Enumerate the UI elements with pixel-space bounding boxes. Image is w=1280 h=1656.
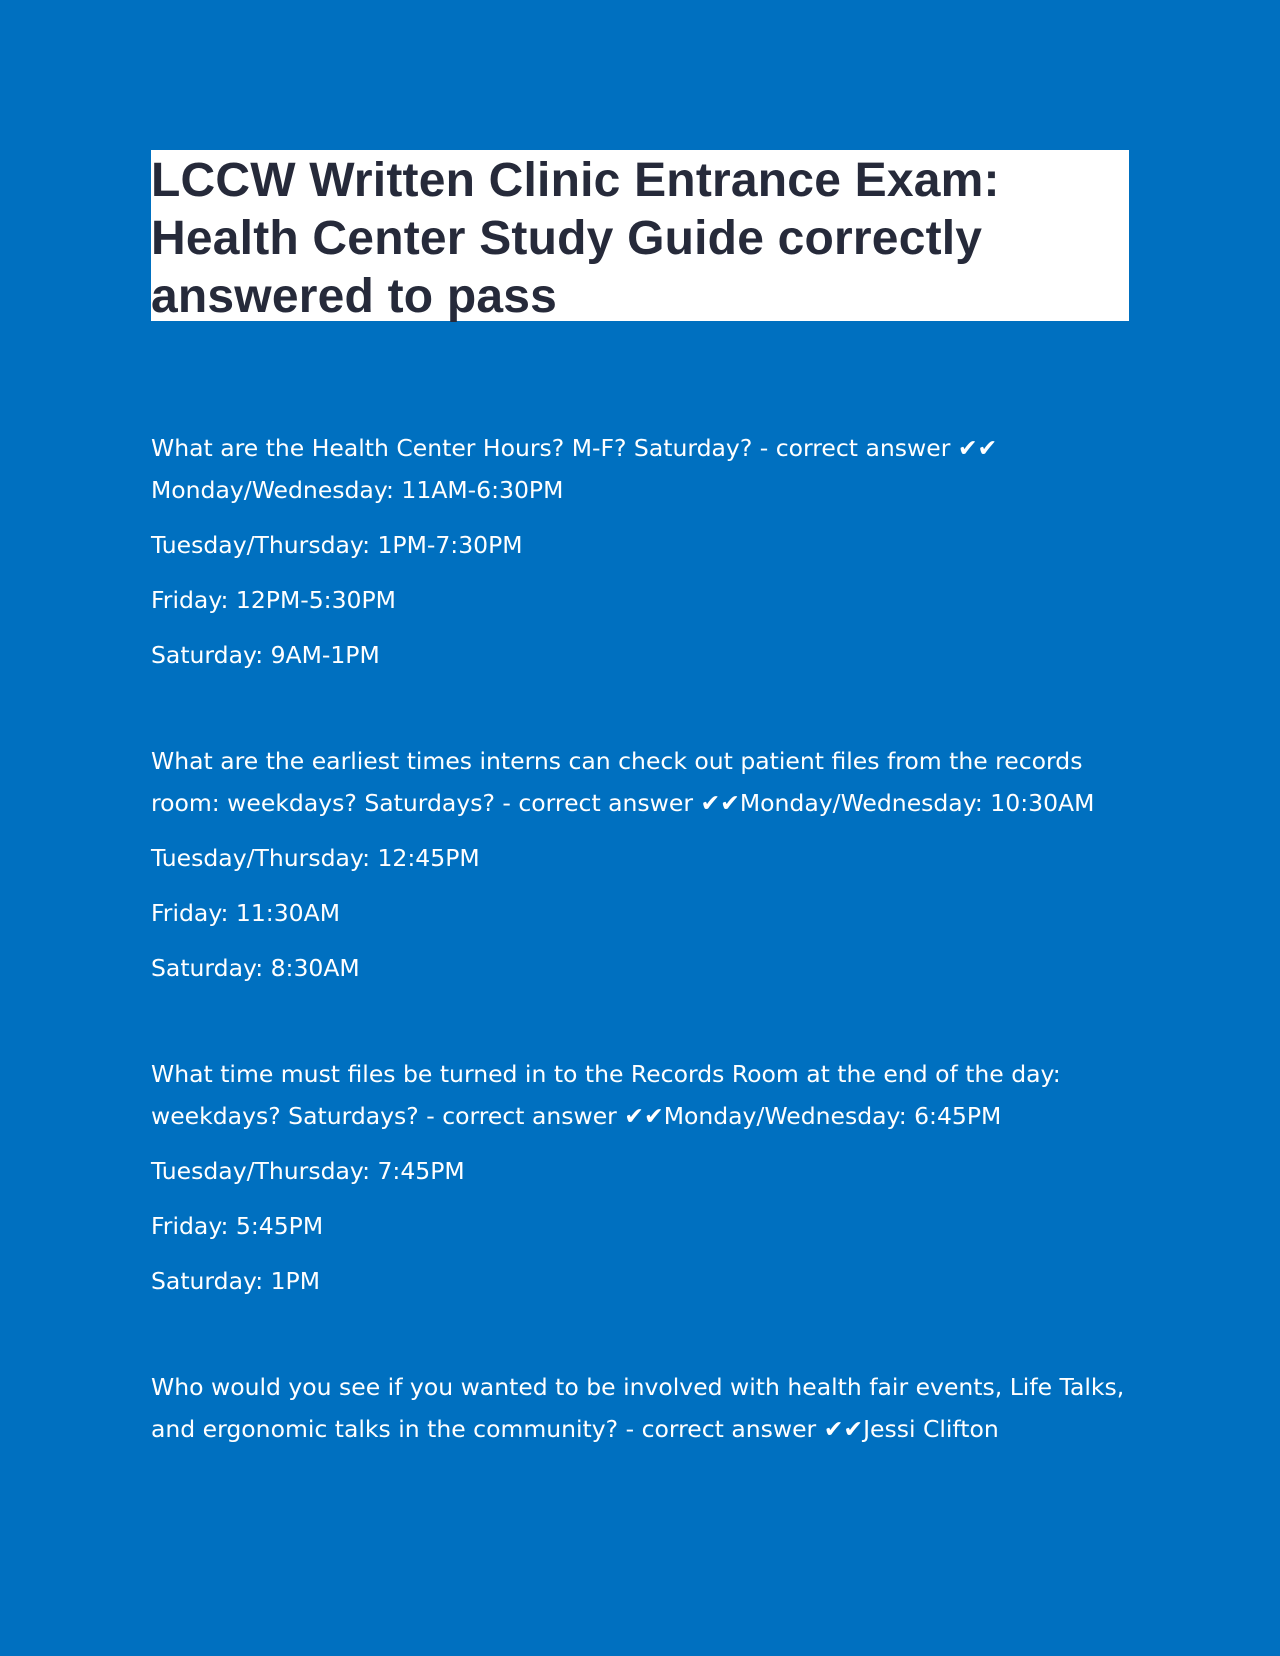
answer-text: Jessi Clifton xyxy=(863,1415,999,1443)
check-mark-icon: ✔✔ xyxy=(700,789,740,817)
answer-line: Friday: 5:45PM xyxy=(151,1212,324,1240)
qa-list xyxy=(151,427,1129,1450)
document-title: LCCW Written Clinic Entrance Exam: Health Center Study Guide correctly answered to pass xyxy=(151,150,1129,321)
question-text xyxy=(151,740,1129,824)
qa-item xyxy=(151,1366,1129,1450)
check-mark-icon: ✔✔ xyxy=(957,434,998,462)
question-text xyxy=(151,1053,1129,1137)
answer-line: Friday: 11:30AM xyxy=(151,899,340,927)
qa-item xyxy=(151,1053,1129,1302)
answer-line: Tuesday/Thursday: 1PM-7:30PM xyxy=(151,531,523,559)
qa-item xyxy=(151,427,1129,676)
answer-line: Saturday: 9AM-1PM xyxy=(151,641,380,669)
answer-line: Saturday: 8:30AM xyxy=(151,954,360,982)
answer-text: Monday/Wednesday: 10:30AM xyxy=(739,789,1095,817)
answer-line: Tuesday/Thursday: 7:45PM xyxy=(151,1157,465,1185)
answer-line: Saturday: 1PM xyxy=(151,1267,320,1295)
check-mark-icon: ✔✔ xyxy=(823,1415,864,1443)
answer-line: Friday: 12PM-5:30PM xyxy=(151,586,396,614)
answer-text: Monday/Wednesday: 11AM-6:30PM xyxy=(151,476,564,504)
question-label: Who would you see if you wanted to be involved with health fair events, Life Talks, and ergonomic talks in the community? - correct answer xyxy=(151,1373,1125,1443)
question-text xyxy=(151,1366,1129,1450)
question-label: What time must files be turned in to the Records Room at the end of the day: weekdays? Saturdays? - correct answer xyxy=(151,1060,1061,1130)
qa-item xyxy=(151,740,1129,989)
answer-text: Monday/Wednesday: 6:45PM xyxy=(663,1102,1002,1130)
question-label: What are the Health Center Hours? M-F? Saturday? - correct answer xyxy=(151,434,958,462)
check-mark-icon: ✔✔ xyxy=(624,1102,664,1130)
question-text xyxy=(151,427,1129,511)
question-label: What are the earliest times interns can check out patient files from the records room: weekdays? Saturdays? - correct answer xyxy=(151,747,1083,817)
answer-line: Tuesday/Thursday: 12:45PM xyxy=(151,844,480,872)
document-page xyxy=(151,150,1129,1514)
